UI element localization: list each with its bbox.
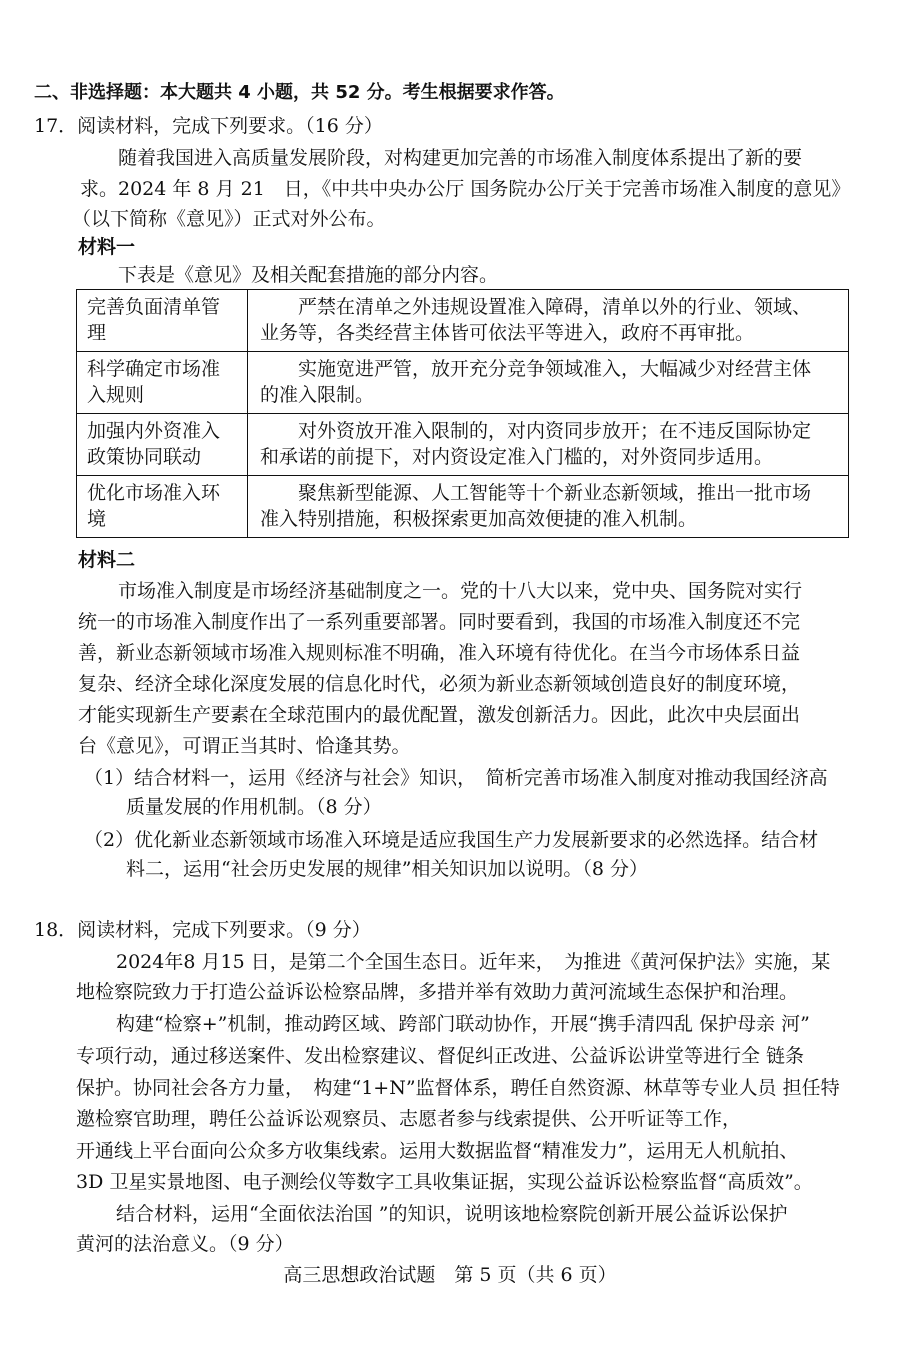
section-header: 二、非选择题：本大题共 4 小题，共 52 分。考生根据要求作答。 bbox=[34, 82, 565, 103]
q17-sub1: （1）结合材料一，运用《经济与社会》知识， 简析完善市场准入制度对推动我国经济高 bbox=[84, 767, 828, 789]
q18-para2-line: 3D 卫星实景地图、电子测绘仪等数字工具收集证据，实现公益诉讼检察监督“高质效”。 bbox=[76, 1171, 813, 1193]
q17-intro-line: （以下简称《意见》）正式对外公布。 bbox=[72, 208, 386, 230]
policy-table bbox=[76, 289, 849, 538]
material2-label: 材料二 bbox=[78, 549, 136, 571]
table-key-cell: 加强内外资准入 政策协同联动 bbox=[77, 414, 248, 476]
q18-para2-line: 专项行动，通过移送案件、发出检察建议、督促纠正改进、公益诉讼讲堂等进行全 链条 bbox=[76, 1045, 805, 1067]
material2-line: 台《意见》，可谓正当其时、恰逢其势。 bbox=[78, 735, 411, 757]
material2-line: 统一的市场准入制度作出了一系列重要部署。同时要看到，我国的市场准入制度还不完 bbox=[78, 611, 801, 633]
q18-para2-line: 开通线上平台面向公众多方收集线索。运用大数据监督“精准发力”，运用无人机航拍、 bbox=[76, 1140, 799, 1162]
q18-para2-line: 邀检察官助理，聘任公益诉讼观察员、志愿者参与线索提供、公开听证等工作， bbox=[76, 1108, 742, 1130]
q17-intro-line: 随着我国进入高质量发展阶段，对构建更加完善的市场准入制度体系提出了新的要 bbox=[118, 147, 803, 169]
q18-para2-line: 保护。协同社会各方力量， 构建“1+N”监督体系，聘任自然资源、林草等专业人员 担任特 bbox=[76, 1077, 840, 1099]
table-row bbox=[77, 352, 849, 414]
q18-question-line: 黄河的法治意义。（9 分） bbox=[76, 1233, 294, 1255]
table-key-cell: 优化市场准入环 境 bbox=[77, 476, 248, 538]
material2-line: 复杂、经济全球化深度发展的信息化时代，必须为新业态新领域创造良好的制度环境， bbox=[78, 673, 801, 695]
q17-sub1-cont: 质量发展的作用机制。（8 分） bbox=[126, 796, 382, 818]
q18-para1-line: 地检察院致力于打造公益诉讼检察品牌，多措并举有效助力黄河流域生态保护和治理。 bbox=[76, 981, 799, 1003]
material1-label: 材料一 bbox=[78, 236, 136, 258]
material2-line: 才能实现新生产要素在全球范围内的最优配置，激发创新活力。因此，此次中央层面出 bbox=[78, 704, 801, 726]
table-key-cell: 完善负面清单管 理 bbox=[77, 290, 248, 352]
table-value-cell: 对外资放开准入限制的，对内资同步放开；在不违反国际协定 和承诺的前提下，对内资设定准入门槛的，对外资同步适用。 bbox=[248, 414, 849, 476]
q18-title: 18．阅读材料，完成下列要求。（9 分） bbox=[34, 919, 371, 941]
table-value-cell: 聚焦新型能源、人工智能等十个新业态新领域，推出一批市场 准入特别措施，积极探索更加高效便捷的准入机制。 bbox=[248, 476, 849, 538]
table-row bbox=[77, 476, 849, 538]
page-footer: 高三思想政治试题 第 5 页（共 6 页） bbox=[283, 1264, 617, 1286]
q18-para1-line: 2024年8 月15 日，是第二个全国生态日。近年来， 为推进《黄河保护法》实施，某 bbox=[116, 951, 831, 973]
table-row bbox=[77, 414, 849, 476]
material2-line: 善，新业态新领域市场准入规则标准不明确，准入环境有待优化。在当今市场体系日益 bbox=[78, 642, 801, 664]
q17-sub2-cont: 料二，运用“社会历史发展的规律”相关知识加以说明。（8 分） bbox=[126, 858, 649, 880]
table-key-cell: 科学确定市场准 入规则 bbox=[77, 352, 248, 414]
q17-sub2: （2）优化新业态新领域市场准入环境是适应我国生产力发展新要求的必然选择。结合材 bbox=[84, 829, 819, 851]
material1-intro: 下表是《意见》及相关配套措施的部分内容。 bbox=[118, 264, 499, 286]
table-row bbox=[77, 290, 849, 352]
table-value-cell: 实施宽进严管，放开充分竞争领域准入，大幅减少对经营主体 的准入限制。 bbox=[248, 352, 849, 414]
q18-question-line: 结合材料，运用“全面依法治国 ”的知识，说明该地检察院创新开展公益诉讼保护 bbox=[116, 1203, 788, 1225]
material2-line: 市场准入制度是市场经济基础制度之一。党的十八大以来，党中央、国务院对实行 bbox=[118, 580, 803, 602]
q18-para2-line: 构建“检察+”机制，推动跨区域、跨部门联动协作，开展“携手清四乱 保护母亲 河” bbox=[116, 1013, 810, 1035]
table-value-cell: 严禁在清单之外违规设置准入障碍，清单以外的行业、领域、 业务等，各类经营主体皆可依法平等进入，政府不再审批。 bbox=[248, 290, 849, 352]
q17-intro-line: 求。2024 年 8 月 21 日，《中共中央办公厅 国务院办公厅关于完善市场准入制度的意见》 bbox=[80, 178, 851, 200]
q17-title: 17．阅读材料，完成下列要求。（16 分） bbox=[34, 115, 383, 137]
